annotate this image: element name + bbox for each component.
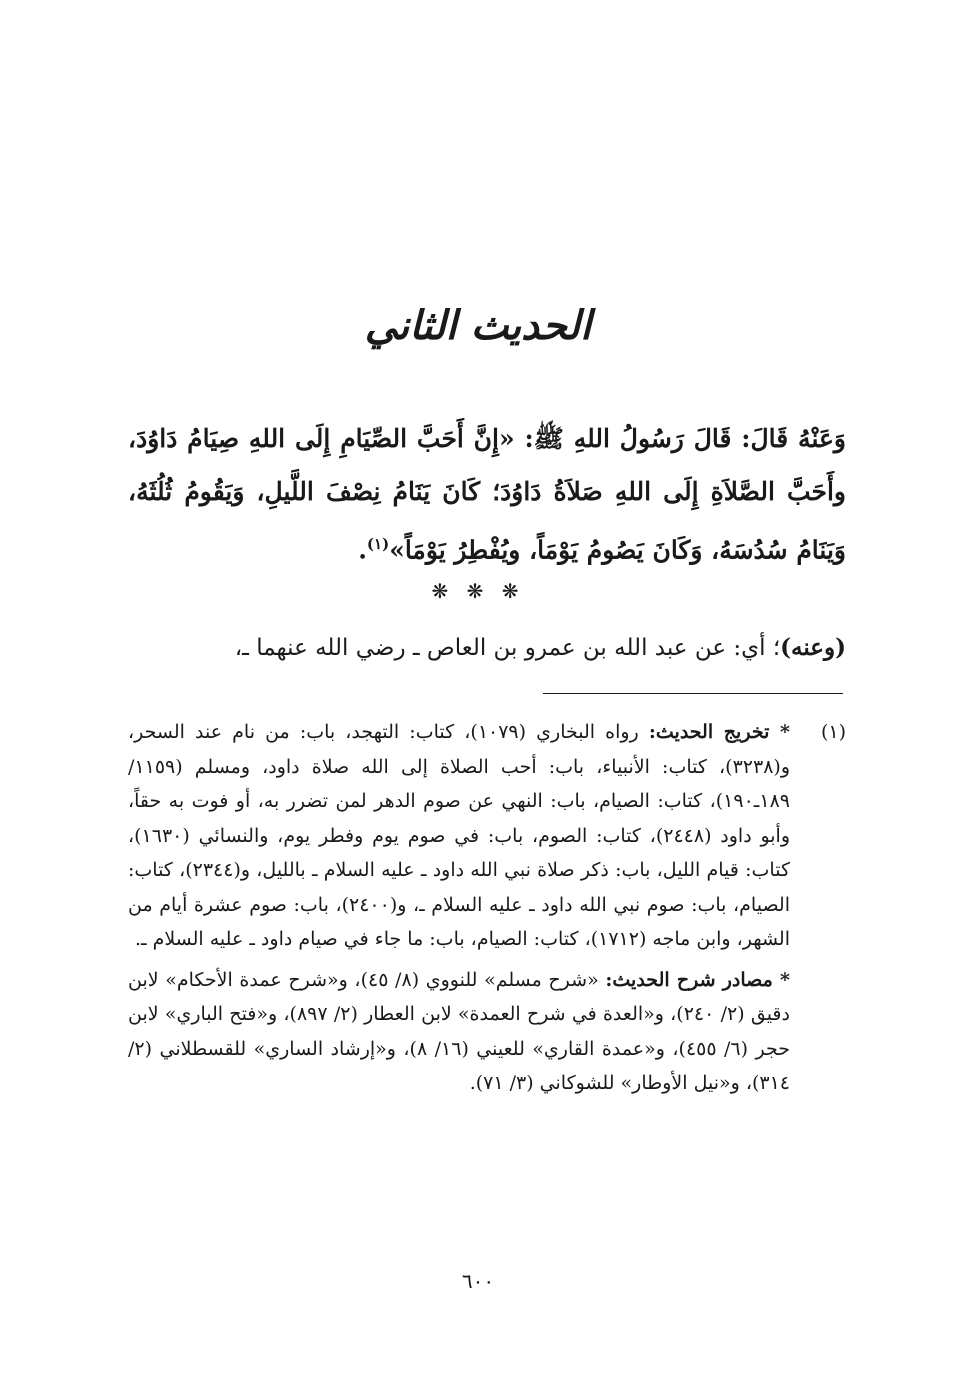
footnote-divider [543, 693, 843, 694]
footnotes-section [128, 715, 846, 1101]
footnote-number: (١) [820, 721, 846, 743]
footnote-1 [128, 715, 846, 1101]
commentary-text: ؛ أي: عن عبد الله بن عمرو بن العاص ـ رضي الله عنهما ـ، [234, 635, 781, 661]
footnote-sources [128, 963, 790, 1101]
sources-lead: * مصادر شرح الحديث: [605, 968, 790, 991]
page-number: ٦٠٠ [461, 1269, 495, 1293]
takhrij-text: رواه البخاري (١٠٧٩)، كتاب: التهجد، باب: من نام عند السحر، و(٣٢٣٨)، كتاب: الأنبياء، باب: أحب الصلاة إلى الله صلاة داود، ومسلم (١١٥٩/ ١٨٩ـ١٩٠)، كتاب: الصيام، باب: النهي عن صوم الدهر لمن تضرر به، أو فوت به حقاً، وأبو داود (٢٤٤٨)، كتاب: الصوم، باب: في صوم يوم وفطر يوم، والنسائي (١٦٣٠)، كتاب: قيام الليل، باب: ذكر صلاة نبي الله داود ـ عليه السلام ـ بالليل، و(٢٣٤٤)، كتاب: الصيام، باب: صوم نبي الله داود ـ عليه السلام ـ، و(٢٤٠٠)، باب: صوم عشرة أيام من الشهر، وابن ماجه (١٧١٢)، كتاب: الصيام، باب: ما جاء في صيام داود ـ عليه السلام ـ. [128, 721, 790, 950]
hadith-end-punct: . [358, 535, 367, 565]
section-separator: ❋ ❋ ❋ [431, 579, 525, 603]
hadith-text: وَعَنْهُ قَالَ: قَالَ رَسُولُ اللهِ ﷺ: «إِنَّ أَحَبَّ الصِّيَامِ إِلَى اللهِ صِيَامُ دَاوُدَ، وأَحَبَّ الصَّلاَةِ إِلَى اللهِ صَلاَةُ دَاوُدَ؛ كَانَ يَنَامُ نِصْفَ اللَّيلِ، وَيَقُومُ ثُلُثَهُ، وَيَنَامُ سُدُسَهُ، وَكَانَ يَصُومُ يَوْمَاً، ويُفْطِرُ يَوْمَاً» [128, 424, 846, 565]
hadith-footnote-ref[interactable]: (١) [366, 535, 390, 553]
footnote-takhrij [128, 715, 790, 957]
hadith-text-block [128, 412, 846, 576]
commentary-lead: (وعنه) [780, 634, 846, 661]
sources-text: «شرح مسلم» للنووي (٨/ ٤٥)، و«شرح عمدة الأحكام» لابن دقيق (٢/ ٢٤٠)، و«العدة في شرح العمدة» لابن العطار (٢/ ٨٩٧)، و«فتح الباري» لابن حجر (٦/ ٤٥٥)، و«عمدة القاري» للعيني (١٦/ ٨)، و«إرشاد الساري» للقسطلاني (٢/ ٣١٤)، و«نيل الأوطار» للشوكاني (٣/ ٧١). [128, 968, 790, 1094]
commentary-paragraph [128, 628, 846, 668]
takhrij-lead: * تخريج الحديث: [648, 721, 790, 743]
chapter-title: الحديث الثاني [364, 302, 592, 349]
